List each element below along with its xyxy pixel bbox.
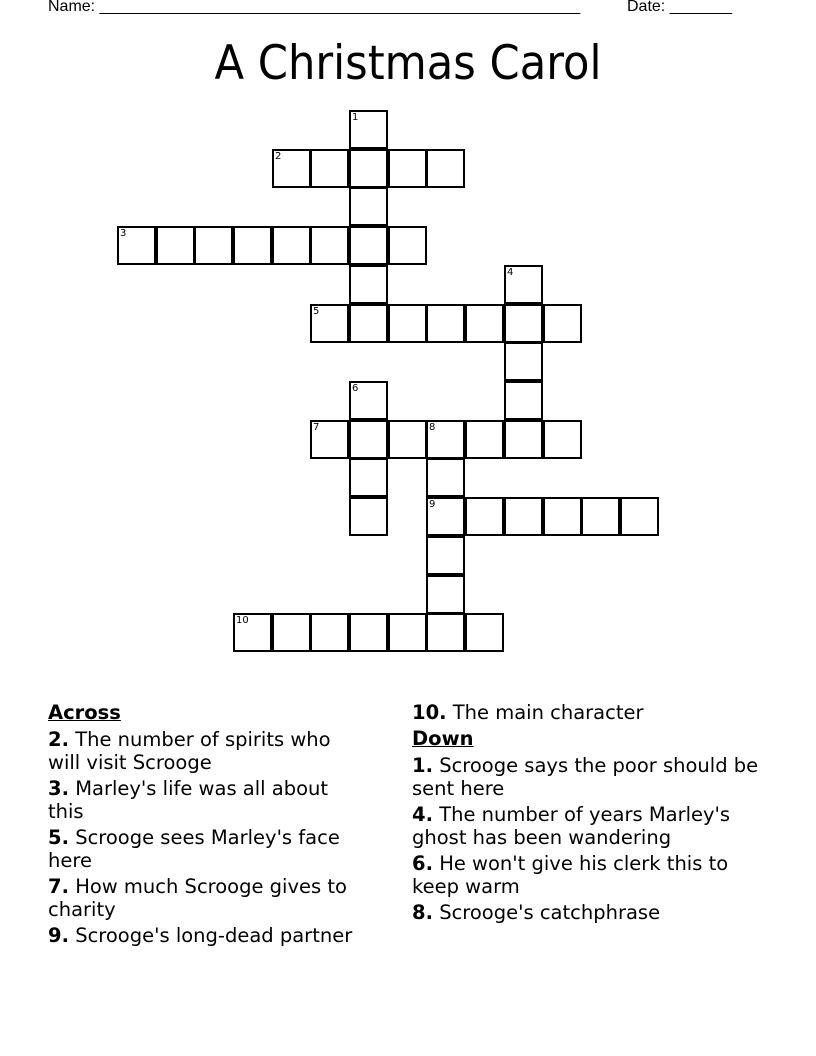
clue-number: 8 bbox=[429, 422, 436, 433]
crossword-cell[interactable] bbox=[349, 420, 388, 459]
clue-number-label: 10. bbox=[412, 701, 447, 724]
crossword-cell[interactable] bbox=[310, 613, 349, 652]
crossword-cell[interactable] bbox=[426, 575, 465, 614]
crossword-cell[interactable] bbox=[310, 226, 349, 265]
name-line[interactable]: Name: ______________________________________________________ bbox=[48, 0, 581, 15]
crossword-cell[interactable] bbox=[426, 613, 465, 652]
crossword-cell[interactable] bbox=[310, 420, 349, 459]
crossword-cell[interactable] bbox=[117, 226, 156, 265]
crossword-cell[interactable] bbox=[272, 226, 311, 265]
crossword-cell[interactable] bbox=[349, 226, 388, 265]
crossword-cell[interactable] bbox=[349, 381, 388, 420]
crossword-cell[interactable] bbox=[349, 304, 388, 343]
crossword-cell[interactable] bbox=[504, 420, 543, 459]
crossword-cell[interactable] bbox=[426, 420, 465, 459]
clue-number-label: 8. bbox=[412, 901, 433, 924]
crossword-cell[interactable] bbox=[388, 149, 427, 188]
clue-text: The number of spirits who will visit Scrooge bbox=[48, 728, 331, 774]
crossword-cell[interactable] bbox=[310, 149, 349, 188]
clue-number-label: 1. bbox=[412, 754, 433, 777]
crossword-cell[interactable] bbox=[504, 381, 543, 420]
crossword-cell[interactable] bbox=[543, 497, 582, 536]
across-clue bbox=[48, 924, 368, 947]
crossword-cell[interactable] bbox=[504, 304, 543, 343]
clue-text: The main character bbox=[452, 701, 644, 724]
crossword-cell[interactable] bbox=[504, 342, 543, 381]
crossword-cell[interactable] bbox=[388, 304, 427, 343]
across-clue bbox=[48, 777, 368, 823]
crossword-cell[interactable] bbox=[388, 226, 427, 265]
crossword-cell[interactable] bbox=[194, 226, 233, 265]
crossword-cell[interactable] bbox=[233, 226, 272, 265]
crossword-cell[interactable] bbox=[349, 613, 388, 652]
crossword-cell[interactable] bbox=[349, 187, 388, 226]
clue-number: 3 bbox=[120, 228, 127, 239]
crossword-cell[interactable] bbox=[581, 497, 620, 536]
crossword-cell[interactable] bbox=[349, 149, 388, 188]
clue-text: Scrooge's long-dead partner bbox=[75, 924, 353, 947]
across-clue bbox=[48, 875, 368, 921]
clue-number-label: 5. bbox=[48, 826, 69, 849]
clue-number: 4 bbox=[507, 267, 514, 278]
crossword-cell[interactable] bbox=[465, 613, 504, 652]
down-clue bbox=[412, 852, 772, 898]
down-clue bbox=[412, 803, 772, 849]
clue-number-label: 6. bbox=[412, 852, 433, 875]
crossword-cell[interactable] bbox=[349, 497, 388, 536]
crossword-cell[interactable] bbox=[465, 420, 504, 459]
crossword-cell[interactable] bbox=[426, 304, 465, 343]
clue-text: The number of years Marley's ghost has been wandering bbox=[412, 803, 731, 849]
across-clue bbox=[48, 826, 368, 872]
clue-text: Scrooge's catchphrase bbox=[439, 901, 661, 924]
down-clue bbox=[412, 901, 772, 924]
across-clue bbox=[48, 728, 368, 774]
crossword-cell[interactable] bbox=[504, 497, 543, 536]
crossword-cell[interactable] bbox=[388, 420, 427, 459]
crossword-cell[interactable] bbox=[620, 497, 659, 536]
clue-text: Scrooge sees Marley's face here bbox=[48, 826, 340, 872]
clue-number-label: 3. bbox=[48, 777, 69, 800]
clue-number: 2 bbox=[275, 151, 282, 162]
clue-number: 7 bbox=[313, 422, 320, 433]
clue-text: Marley's life was all about this bbox=[48, 777, 329, 823]
crossword-cell[interactable] bbox=[272, 613, 311, 652]
crossword-cell[interactable] bbox=[543, 420, 582, 459]
clue-number: 1 bbox=[352, 112, 359, 123]
crossword-cell[interactable] bbox=[349, 265, 388, 304]
clue-text: He won't give his clerk this to keep warm bbox=[412, 852, 729, 898]
crossword-cell[interactable] bbox=[388, 613, 427, 652]
crossword-cell[interactable] bbox=[504, 265, 543, 304]
crossword-cell[interactable] bbox=[349, 110, 388, 149]
crossword-cell[interactable] bbox=[310, 304, 349, 343]
clue-number: 6 bbox=[352, 383, 359, 394]
crossword-cell[interactable] bbox=[272, 149, 311, 188]
clue-number-label: 2. bbox=[48, 728, 69, 751]
down-heading: Down bbox=[412, 727, 474, 750]
crossword-cell[interactable] bbox=[426, 149, 465, 188]
crossword-cell[interactable] bbox=[543, 304, 582, 343]
across-heading: Across bbox=[48, 701, 121, 724]
date-line[interactable]: Date: _______ bbox=[627, 0, 732, 15]
clue-number: 9 bbox=[429, 499, 436, 510]
clue-number: 10 bbox=[236, 615, 249, 626]
clue-number-label: 7. bbox=[48, 875, 69, 898]
clue-number: 5 bbox=[313, 306, 320, 317]
crossword-cell[interactable] bbox=[426, 536, 465, 575]
crossword-cell[interactable] bbox=[465, 304, 504, 343]
down-clue bbox=[412, 754, 772, 800]
crossword-cell[interactable] bbox=[426, 497, 465, 536]
crossword-cell[interactable] bbox=[349, 458, 388, 497]
clue-text: How much Scrooge gives to charity bbox=[48, 875, 347, 921]
across-clue bbox=[412, 701, 772, 724]
crossword-cell[interactable] bbox=[426, 458, 465, 497]
crossword-cell[interactable] bbox=[465, 497, 504, 536]
clue-text: Scrooge says the poor should be sent here bbox=[412, 754, 759, 800]
clue-number-label: 9. bbox=[48, 924, 69, 947]
crossword-cell[interactable] bbox=[233, 613, 272, 652]
crossword-cell[interactable] bbox=[156, 226, 195, 265]
clue-number-label: 4. bbox=[412, 803, 433, 826]
page-title: A Christmas Carol bbox=[214, 36, 602, 91]
clues-column-left bbox=[48, 701, 368, 950]
clues-column-right bbox=[412, 701, 772, 927]
